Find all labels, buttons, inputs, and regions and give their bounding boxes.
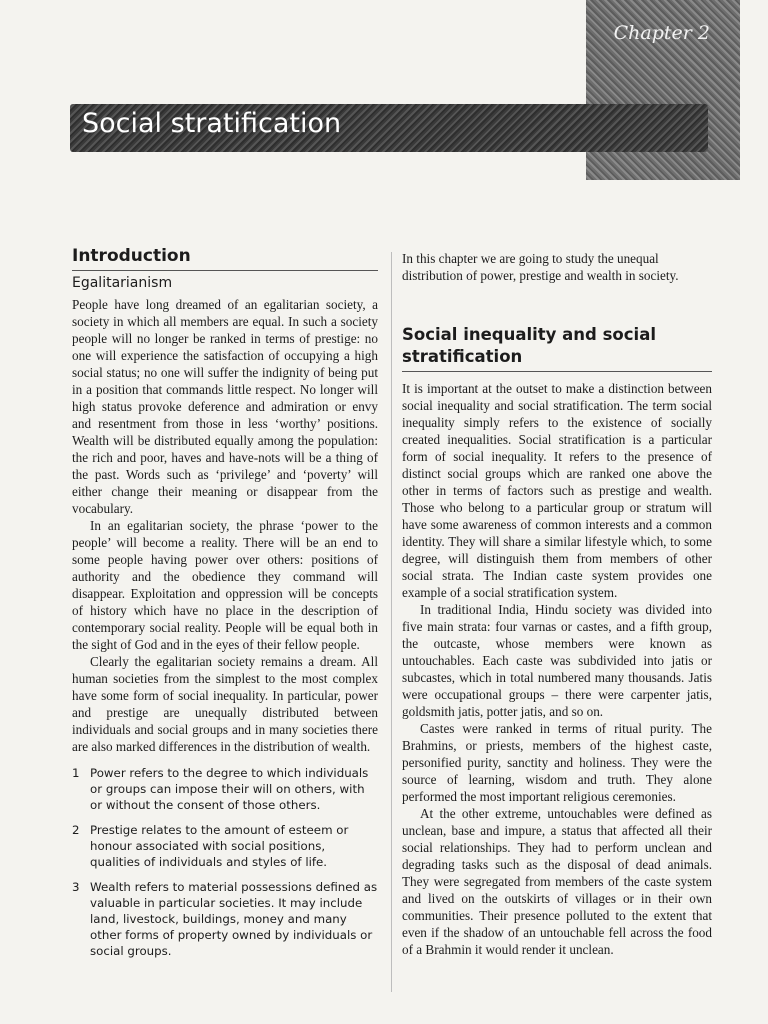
introduction-heading: Introduction	[72, 246, 378, 271]
chapter-header-block	[586, 0, 740, 180]
egalitarianism-subheading: Egalitarianism	[72, 275, 173, 291]
inequality-paragraph-3: Castes were ranked in terms of ritual purity. The Brahmins, or priests, members of the highest caste, personified purity, sanctity and holiness. They were the source of learning, wisdom and truth. They alone performed the most important religious ceremonies.	[402, 721, 712, 804]
chapter-label: Chapter 2	[613, 22, 710, 44]
intro-paragraph-2: In an egalitarian society, the phrase ‘power to the people’ will become a reality. There will be an end to some people having power over others: positions of authority and the obedience they command will disappear. Exploitation and oppression will be concepts of history which have no place in the description of contemporary social reality. People will be equal both in the sight of God and in the eyes of their fellow people.	[72, 518, 378, 652]
list-item	[72, 822, 378, 870]
definition-list	[72, 765, 378, 959]
list-item	[72, 765, 378, 813]
list-item	[72, 879, 378, 959]
list-item-text: Wealth refers to material possessions defined as valuable in particular societies. It may include land, livestock, buildings, money and many other forms of property owned by individuals or social groups.	[90, 880, 378, 958]
intro-paragraph-1: People have long dreamed of an egalitarian society, a society in which all members are equal. In such a society people will no longer be ranked in terms of prestige: no one will experience the satisfaction of occupying a high social status; no one will suffer the indignity of being put in a position that commands little respect. No longer will high status provoke deference and admiration or envy and resentment from those in less ‘worthy’ positions. Wealth will be distributed equally among the population: the rich and poor, haves and have-nots will be a thing of the past. Words such as ‘privilege’ and ‘poverty’ will either change their meaning or disappear from the vocabulary.	[72, 297, 378, 516]
inequality-paragraph-4: At the other extreme, untouchables were defined as unclean, base and impure, a status that affected all their social relationships. They had to perform unclean and degrading tasks such as the disposal of dead animals. They were segregated from members of the caste system and lived on the outskirts of villages or in their own communities. Their presence polluted to the extent that even if the shadow of an untouchable fell across the food of a Brahmin it would render it unclean.	[402, 806, 712, 957]
list-item-number: 3	[72, 880, 80, 894]
chapter-title-bar	[70, 104, 708, 152]
column-divider	[391, 252, 392, 992]
chapter-intro-text: In this chapter we are going to study the unequal distribution of power, prestige and wealth in society.	[402, 251, 679, 283]
list-item-text: Power refers to the degree to which individuals or groups can impose their will on others, with or without the consent of those others.	[90, 766, 369, 812]
intro-paragraph-3: Clearly the egalitarian society remains a dream. All human societies from the simplest to the most complex have some form of social inequality. In particular, power and prestige are unequally distributed between individuals and social groups and in many societies there are also marked differences in the distribution of wealth.	[72, 654, 378, 754]
inequality-paragraph-1: It is important at the outset to make a distinction between social inequality and social stratification. The term social inequality simply refers to the existence of socially created inequalities. Social stratification is a particular form of social inequality. It refers to the presence of distinct social groups which are ranked one above the other in terms of factors such as prestige and wealth. Those who belong to a particular group or stratum will have some awareness of common interests and a common identity. They will share a similar lifestyle which, to some degree, will distinguish them from members of other social strata. The Indian caste system provides one example of a social stratification system.	[402, 381, 712, 600]
list-item-number: 1	[72, 766, 80, 780]
list-item-number: 2	[72, 823, 80, 837]
left-column	[72, 246, 378, 968]
social-inequality-heading: Social inequality and social stratification	[402, 324, 712, 372]
list-item-text: Prestige relates to the amount of esteem or honour associated with social positions, qualities of individuals and styles of life.	[90, 823, 349, 869]
right-column	[402, 250, 712, 958]
chapter-title: Social stratification	[82, 108, 342, 139]
inequality-paragraph-2: In traditional India, Hindu society was divided into five main strata: four varnas or castes, and a fifth group, the outcaste, whose members were known as untouchables. Each caste was subdivided into jatis or subcastes, which in total numbered many thousands. Jatis were occupational groups – there were carpenter jatis, goldsmith jatis, potter jatis, and so on.	[402, 602, 712, 719]
